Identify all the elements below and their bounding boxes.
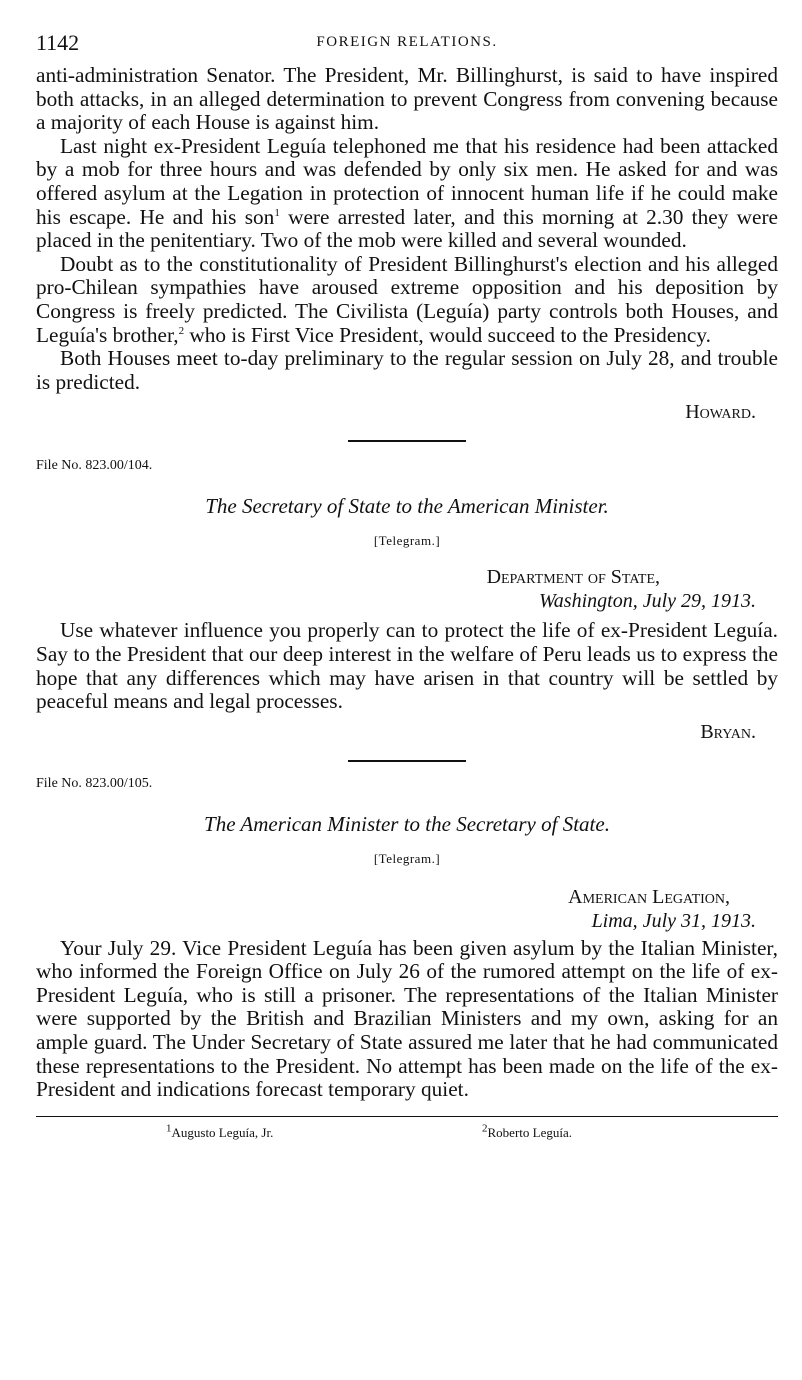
page-number: 1142 [36,30,80,55]
dateline-office: American Legation, [568,885,730,908]
signature: Howard. [685,401,756,424]
section-divider [348,440,466,442]
section-howard-telegram [36,64,778,424]
footnote-text: Roberto Leguía. [487,1124,572,1140]
dateline-office: Department of State, [486,566,660,589]
file-number: File No. 823.00/104. [36,458,153,474]
paragraph-text: Doubt as to the constitutionality of President Billinghurst's election and his alleged pro-Chilean sympathies have aroused extreme opposition and his deposition by Congress is freely predicted. The Civilista (Leguía) party controls both Houses, and Leguía's brother, [36,251,778,347]
footnote-mark: 1 [166,1122,172,1135]
paragraph-text: Last night ex-President Leguía telephoned me that his residence had been attacked by a mob for three hours and was defended by only six men. He asked for and was offered asylum at the Legation in protection of innocent human life if he could make his escape. He and his son [36,133,778,229]
paragraph-text: who is First Vice President, would succeed to the Presidency. [184,322,711,347]
paragraph: Both Houses meet to-day preliminary to the regular session on July 28, and trouble is predicted. [36,346,778,394]
dateline [36,565,778,613]
document-title: The American Minister to the Secretary of State. [204,811,610,836]
document-secretary-to-minister [36,458,778,743]
dateline-place-date: Washington, July 29, 1913. [538,590,756,613]
footnotes [36,1117,778,1139]
footnote-text: Augusto Leguía, Jr. [171,1124,274,1140]
footnote-1 [166,1122,274,1141]
footnote-ref: 1 [274,206,280,219]
footnote-ref: 2 [178,324,185,337]
paragraph: Your July 29. Vice President Leguía has been given asylum by the Italian Minister, who informed the Foreign Office on July 26 of the rumored attempt on the life of ex-President Leguía, who is still a prisoner. The representations of the Italian Minister were supported by the British and Brazilian Ministers and my own, asking for an ample guard. The Under Secretary of State assured me later that he had communicated these representations to the President. No attempt has been made on the life of the ex-President and indications forecast temporary quiet. [36,935,778,1102]
section-divider [348,760,466,762]
footnote-mark: 2 [482,1122,488,1135]
document-title: The Secretary of State to the American Minister. [205,494,609,519]
paragraph: Use whatever influence you properly can to protect the life of ex-President Leguía. Say to the President that our deep interest in the welfare of Peru leads us to express the hope that any differences which may have arisen in that country will be settled by peaceful means and legal processes. [36,618,778,714]
footnote-2 [482,1122,572,1141]
paragraph [36,135,778,253]
page-header [36,30,778,64]
paragraph [36,253,778,347]
signature: Bryan. [700,720,756,743]
file-number: File No. 823.00/105. [36,775,153,791]
dateline [36,885,778,933]
document-type: [Telegram.] [373,850,441,866]
paragraph: anti-administration Senator. The President, Mr. Billinghurst, is said to have inspired both attacks, in an alleged determination to prevent Congress from convening because a majority of each House is against him. [36,63,778,135]
document-page [36,30,778,1139]
running-head: FOREIGN RELATIONS. [316,34,498,50]
dateline-place-date: Lima, July 31, 1913. [591,909,756,932]
document-minister-to-secretary [36,776,778,1102]
paragraph-text: were arrested later, and this morning at 2.30 they were placed in the penitentiary. Two of the mob were killed and several wounded. [36,204,778,253]
document-type: [Telegram.] [373,533,441,549]
